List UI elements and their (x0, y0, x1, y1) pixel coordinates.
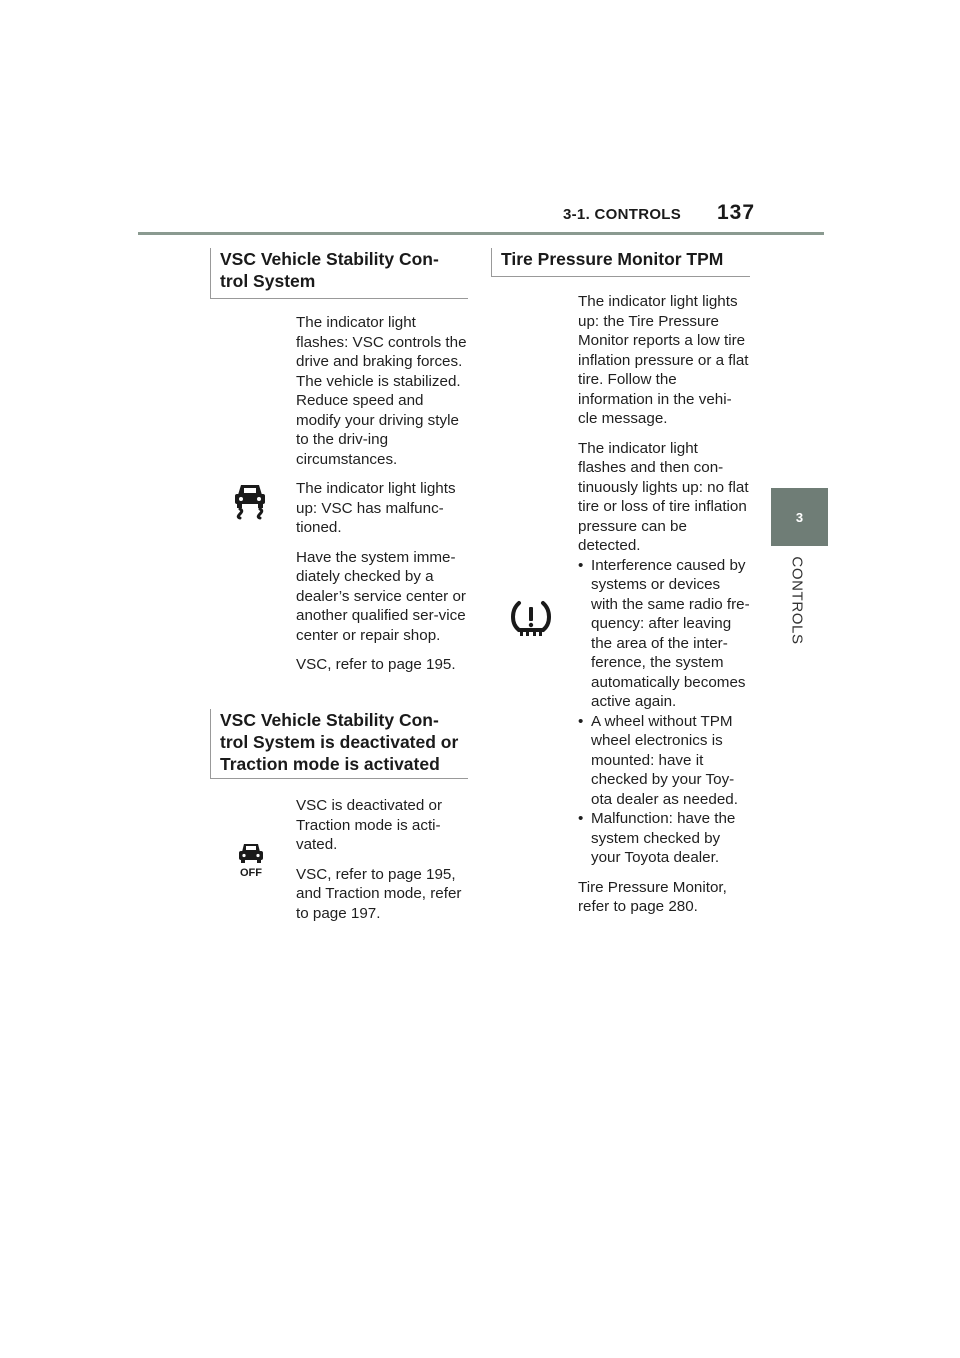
chapter-number: 3 (795, 509, 804, 525)
list-item: • Interference caused by systems or devices with the same radio fre-quency: after leaving the area of the inter-ference, the system automatically becomes active again. (578, 556, 750, 712)
heading-tpm: Tire Pressure Monitor TPM (491, 248, 750, 277)
tpm-bullet-list (578, 556, 750, 868)
vsc-description: The indicator light flashes: VSC controls the drive and braking forces. The vehicle is stabilized. Reduce speed and modify your driving style to the driv-ing circumstances. The indicator light lights up: VSC has malfunc-tioned. Have the system imme-diately checked by a dealer’s service center or another qualified ser-vice center or repair shop. VSC, refer to page 195. (296, 314, 467, 673)
tpm-description: The indicator light lights up: the Tire Pressure Monitor reports a low tire inflation pressure or a flat tire. Follow the information in the vehi-cle message. The indicator light flashes and then con-tinuously lights up: no flat tire or loss of tire inflation pressure can be detected. • Interference caused by systems or devices with the same radio fre-quency: after leaving the area of the inter-ference, the system automatically becomes active again. • A wheel without TPM wheel electronics is mounted: have it checked by your Toy-ota dealer as needed. • Malfunction: have the system checked by your Toyota dealer. Tire Pressure Monitor, refer to page 280. (578, 292, 750, 917)
page-number: 137 (717, 201, 756, 224)
tire-pressure-icon (510, 600, 552, 638)
heading-vsc: VSC Vehicle Stability Con- trol System (210, 248, 468, 299)
section-title: 3-1. CONTROLS (563, 206, 682, 223)
header-rule (138, 232, 824, 235)
vsc-off-icon (237, 842, 265, 878)
vsc-off-description: VSC is deactivated or Traction mode is acti-vated. VSC, refer to page 195, and Traction mode, refer to page 197. (296, 797, 462, 922)
svg-text:OFF: OFF (240, 867, 262, 878)
list-item: • A wheel without TPM wheel electronics is mounted: have it checked by your Toy-ota dealer as needed. (578, 712, 750, 810)
vsc-skid-icon (232, 482, 268, 520)
heading-vsc-off: VSC Vehicle Stability Con- trol System is deactivated or Traction mode is activated (210, 709, 468, 779)
chapter-tab (771, 488, 828, 546)
chapter-label: CONTROLS (788, 555, 806, 645)
list-item: • Malfunction: have the system checked by your Toyota dealer. (578, 809, 750, 868)
